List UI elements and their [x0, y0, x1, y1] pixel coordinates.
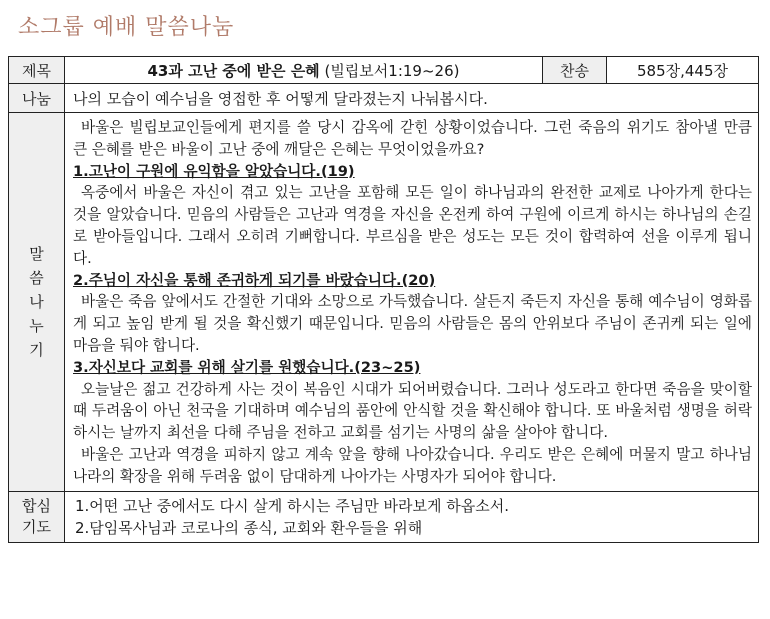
prayer-row — [9, 491, 759, 542]
prayer-item: 1.어떤 고난 중에서도 다시 살게 하시는 주님만 바라보게 하옵소서. — [75, 496, 509, 515]
point-2-body: 바울은 죽음 앞에서도 간절한 기대와 소망으로 가득했습니다. 살든지 죽든지 자신을 통해 예수님이 영화롭게 되고 높임 받게 될 것을 확신했기 때문입니다. 믿음의 사람들은 몸의 안위보다 주님이 존귀케 되는 일에 마음을 둬야 합니다. — [73, 293, 752, 354]
sermon-label-char: 기 — [29, 340, 44, 359]
point-2-heading: 2.주님이 자신을 통해 존귀하게 되기를 바랐습니다.(20) — [73, 271, 436, 289]
point-3-heading: 3.자신보다 교회를 위해 살기를 원했습니다.(23~25) — [73, 358, 421, 376]
hymn-numbers: 585장,445장 — [607, 57, 759, 84]
point-1-body: 옥중에서 바울은 자신이 겪고 있는 고난을 포함해 모든 일이 하나님과의 완전한 교제로 나아가게 한다는 것을 알았습니다. 믿음의 사람들은 고난과 역경을 자신을 온전케 하여 구원에 이르게 하시는 하나님의 손길로 받아들입니다. 그래서 오히려 기뻐합니다. 부르심을 받은 성도는 모든 것이 합력하여 선을 이루게 됩니다. — [73, 184, 752, 267]
prayer-list — [65, 491, 759, 542]
lesson-title — [65, 57, 543, 84]
hymn-label: 찬송 — [543, 57, 607, 84]
sermon-label-char: 나 — [29, 292, 44, 311]
prayer-label-line: 기도 — [22, 517, 51, 536]
sermon-closing: 바울은 고난과 역경을 피하지 않고 계속 앞을 향해 나아갔습니다. 우리도 받은 은혜에 머물지 말고 하나님 나라의 확장을 위해 두려움 없이 담대하게 나아가는 사명자가 되어야 합니다. — [73, 445, 752, 485]
sermon-label-char: 누 — [29, 316, 44, 335]
point-1-heading: 1.고난이 구원에 유익함을 알았습니다.(19) — [73, 162, 355, 180]
sermon-label-char: 말 — [29, 244, 44, 263]
title-label: 제목 — [9, 57, 65, 84]
prayer-item: 2.담임목사님과 코로나의 종식, 교회와 환우들을 위해 — [75, 518, 423, 537]
sermon-body — [65, 113, 759, 492]
share-label: 나눔 — [9, 84, 65, 113]
point-3-body: 오늘날은 젊고 건강하게 사는 것이 복음인 시대가 되어버렸습니다. 그러나 성도라고 한다면 죽음을 맞이할 때 두려움이 아닌 천국을 기대하며 예수님의 품안에 안식할 것을 확신해야 합니다. 또 바울처럼 생명을 허락하시는 날까지 최선을 다해 주님을 전하고 교회를 섬기는 사명의 삶을 살아야 합니다. — [73, 380, 752, 442]
share-question: 나의 모습이 예수님을 영접한 후 어떻게 달라졌는지 나눠봅시다. — [65, 84, 759, 113]
title-row — [9, 57, 759, 84]
sermon-row — [9, 113, 759, 492]
sermon-label-char: 씀 — [29, 268, 44, 287]
share-row — [9, 84, 759, 113]
lesson-title-main: 43과 고난 중에 받은 은혜 — [147, 61, 320, 80]
prayer-label-line: 합심 — [22, 496, 51, 515]
sermon-intro: 바울은 빌립보교인들에게 편지를 쓸 당시 감옥에 갇힌 상황이었습니다. 그런 죽음의 위기도 참아낼 만큼 큰 은혜를 받은 바울이 고난 중에 깨달은 은혜는 무엇이었을까요? — [73, 119, 752, 158]
lesson-scripture: (빌립보서1:19~26) — [324, 61, 460, 80]
page-heading: 소그룹 예배 말씀나눔 — [18, 15, 235, 40]
prayer-label — [9, 491, 65, 542]
worship-sheet-table — [8, 56, 759, 543]
sermon-label — [9, 113, 65, 492]
